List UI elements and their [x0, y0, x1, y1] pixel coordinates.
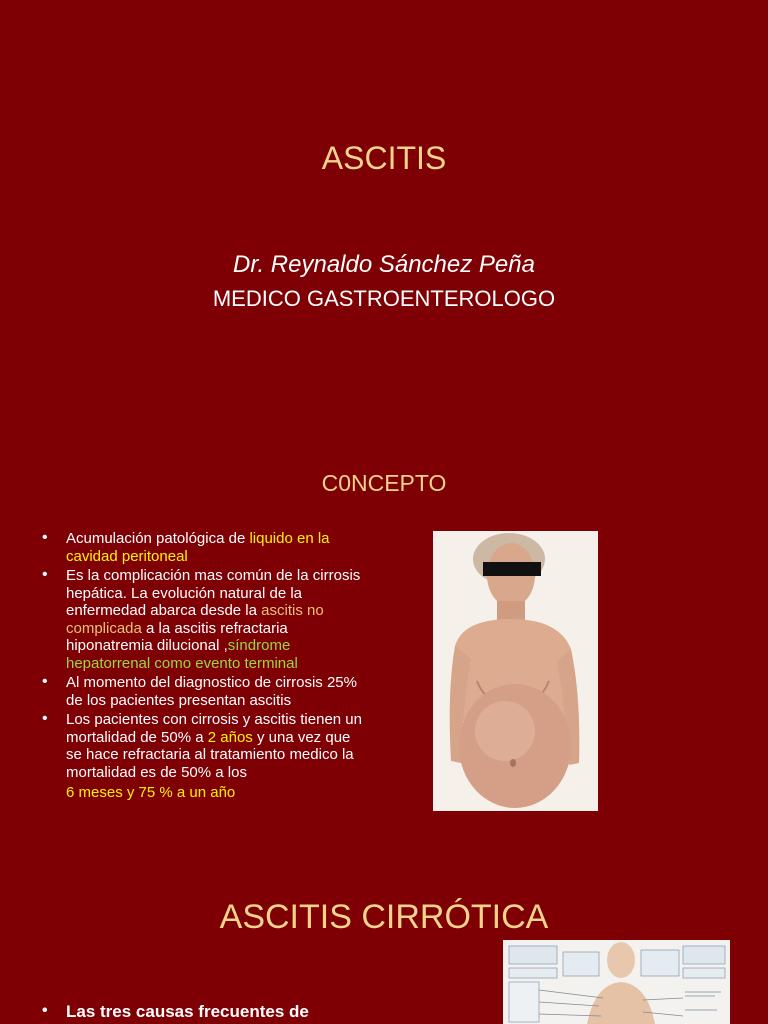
bullet-dot-icon: •: [42, 529, 48, 546]
bullet-dot-icon: •: [42, 710, 48, 727]
bullet-text: Las tres causas frecuentes de: [66, 1002, 309, 1021]
concept-bullet-list: [40, 530, 370, 804]
author-name: Dr. Reynaldo Sánchez Peña: [233, 251, 535, 278]
bullet-text: y una vez que se hace refractaria al tratamiento medico la mortalidad es de 50% a los: [66, 728, 354, 781]
causes-bullet-list: [40, 1002, 370, 1024]
bullet-dot-icon: •: [42, 673, 48, 690]
diagram-illustration: [503, 940, 730, 1024]
bullet-text: Es la complicación mas común de la cirrosis hepática. La evolución natural de la enfermedad abarca desde la: [66, 567, 361, 619]
slide2-title: C0NCEPTO: [321, 470, 447, 496]
bullet-text: Al momento del diagnostico de cirrosis 25% de los pacientes presentan ascitis: [66, 674, 357, 709]
bullet-highlight: liquido en la cavidad peritoneal: [66, 530, 330, 565]
bullet-dot-icon: •: [42, 566, 48, 583]
bullet-text: a la ascitis refractaria hiponatremia dilucional ,: [66, 619, 288, 654]
bullet-text: Los pacientes con cirrosis y ascitis tienen un mortalidad de 50% a: [66, 711, 362, 746]
bullet-highlight: 2 años: [207, 728, 253, 746]
author-role: MEDICO GASTROENTEROLOGO: [212, 286, 556, 311]
slide3-title: ASCITIS CIRRÓTICA: [219, 898, 549, 936]
bullet-item: [40, 530, 370, 565]
patient-photo: [433, 531, 598, 811]
bullet-dot-icon: •: [42, 1002, 48, 1019]
bullet-highlight: ascitis no complicada: [66, 602, 324, 637]
bullet-item: [40, 567, 370, 672]
bullet-highlight: 6 meses y 75 % a un año: [66, 784, 236, 801]
bullet-item: [40, 674, 370, 709]
slide1-title: ASCITIS: [321, 140, 447, 176]
bullet-item: [40, 711, 370, 802]
patient-photo-illustration: [433, 531, 598, 811]
pathophysiology-diagram: [503, 940, 730, 1024]
bullet-item: [40, 1002, 370, 1022]
bullet-highlight: síndrome hepatorrenal como evento terminal: [66, 637, 298, 672]
bullet-text: Acumulación patológica de: [66, 530, 250, 547]
